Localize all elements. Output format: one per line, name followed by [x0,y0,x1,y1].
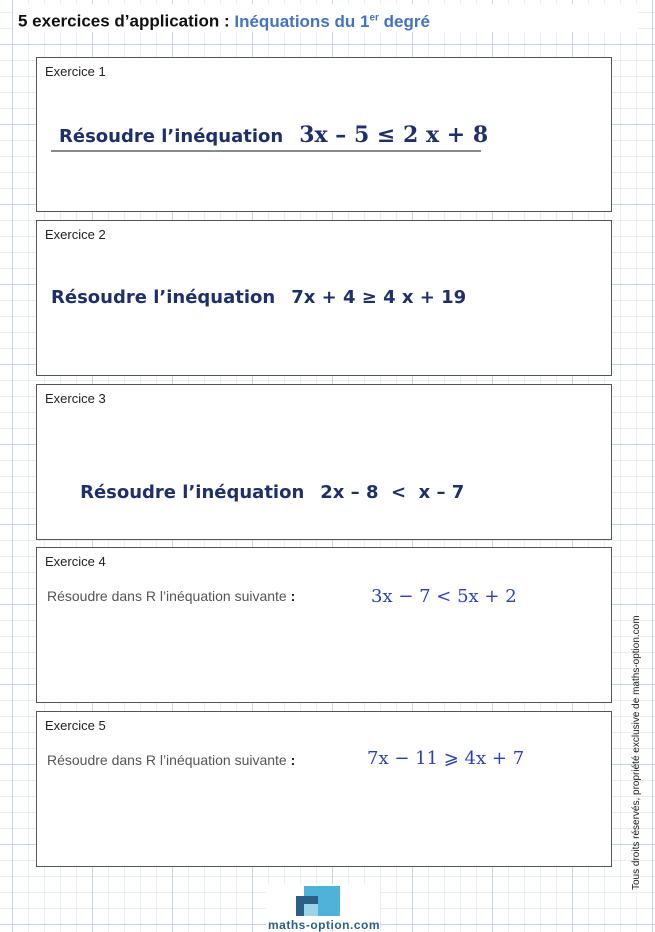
logo-text: maths-option.com [268,918,380,932]
exercise-card-4 [36,547,612,703]
site-logo[interactable] [266,884,380,932]
title-prefix: 5 exercices d’application : [18,11,235,31]
copyright-notice: Tous droits réservés, propriété exclusive de maths-option.com [631,615,642,890]
exercise-statement: Résoudre l’inéquation 7x + 4 ≥ 4 x + 19 [51,287,467,308]
underline-divider [51,150,481,152]
exercise-card-3 [36,384,612,540]
exercise-statement: Résoudre dans R l’inéquation suivante : [47,752,296,768]
exercise-label: Exercice 3 [45,391,106,406]
exercise-card-5 [36,711,612,867]
exercise-label: Exercice 5 [45,718,106,733]
logo-square-icon [304,904,318,916]
exercise-label: Exercice 1 [45,64,106,79]
exercise-inequation: 7x − 11 ⩾ 4x + 7 [367,748,525,769]
exercise-card-1 [36,57,612,212]
exercise-inequation: 2x – 8 < x – 7 [320,482,465,503]
exercise-card-2 [36,220,612,376]
exercise-statement: Résoudre l’inéquation 2x – 8 < x – 7 [80,482,465,503]
exercise-label: Exercice 2 [45,227,106,242]
exercise-statement: Résoudre l’inéquation 3x – 5 ≤ 2 x + 8 [59,122,489,148]
exercise-inequation: 3x – 5 ≤ 2 x + 8 [299,122,489,148]
page-title [14,4,638,32]
exercise-label: Exercice 4 [45,554,106,569]
exercise-inequation: 3x − 7 < 5x + 2 [371,586,517,607]
title-topic: Inéquations du 1er degré [234,11,430,31]
exercise-statement: Résoudre dans R l’inéquation suivante : [47,588,296,604]
exercise-inequation: 7x + 4 ≥ 4 x + 19 [291,287,467,308]
